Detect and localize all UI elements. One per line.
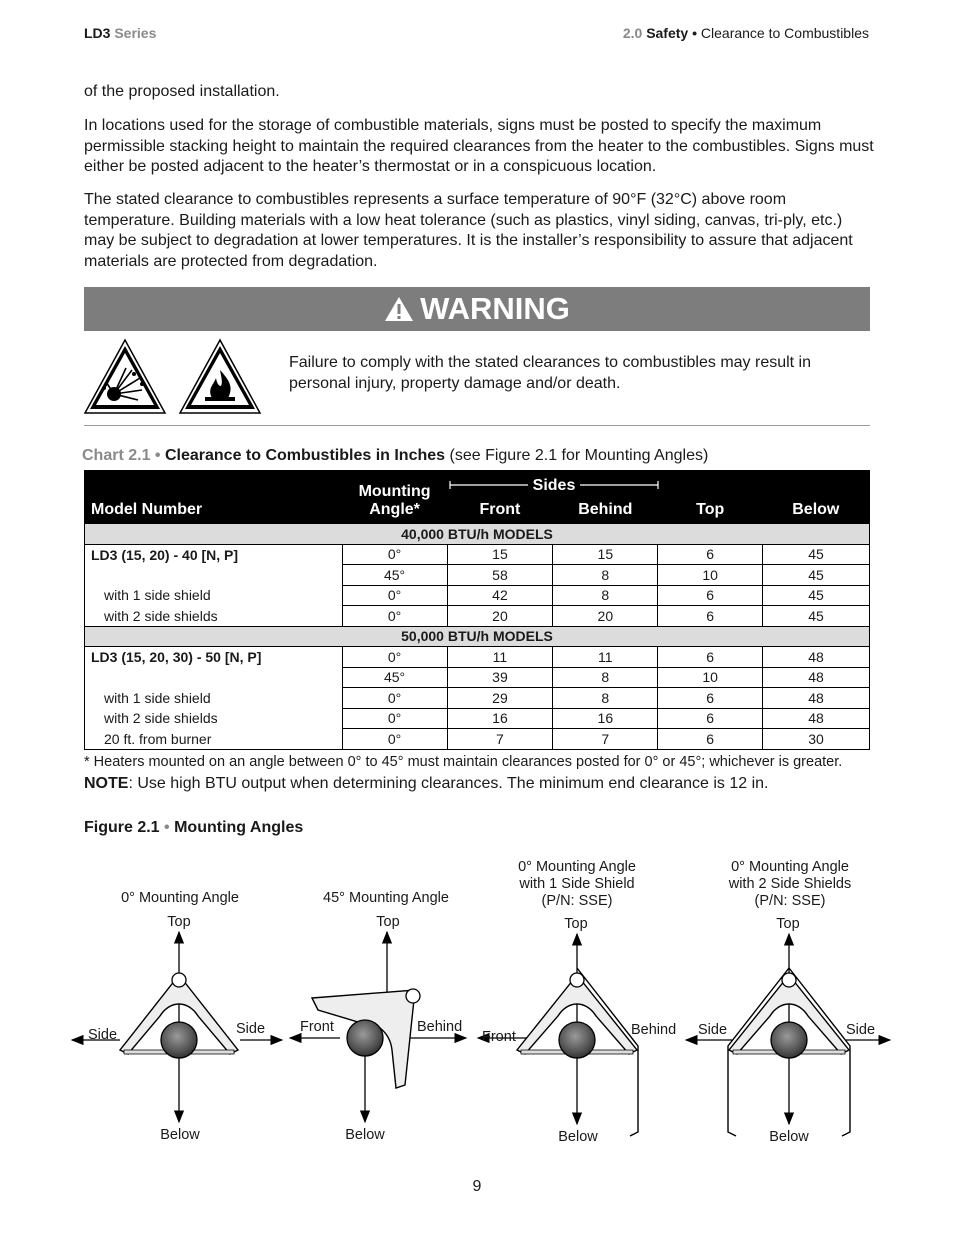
section-topic: Clearance to Combustibles [700, 25, 869, 41]
cell-behind: 8 [553, 565, 658, 586]
cell-top: 6 [658, 647, 763, 668]
cell-below: 45 [763, 606, 870, 627]
table-row [85, 647, 870, 668]
brand-name: LD3 [84, 25, 111, 41]
diagram-1-side-shield [478, 859, 676, 1145]
cell-top: 6 [658, 729, 763, 750]
cell-below: 48 [763, 688, 870, 709]
diagram4-right-label: Side [846, 1022, 876, 1038]
table-row [85, 544, 870, 565]
diagram3-right-label: Behind [631, 1022, 677, 1038]
cell-angle: 45° [342, 667, 447, 688]
cell-below: 45 [763, 544, 870, 565]
footnote-note-label: NOTE [84, 775, 129, 792]
diagram2-right-label: Behind [417, 1019, 463, 1035]
group-row-40k [85, 524, 870, 545]
flammable-hazard-icon [180, 340, 260, 413]
diagram4-title3: (P/N: SSE) [754, 893, 826, 909]
group-row-50k [85, 626, 870, 647]
chart-caption [82, 447, 708, 465]
clearance-table [84, 470, 870, 750]
header-model-number: Model Number [91, 501, 203, 518]
cell-behind: 8 [553, 667, 658, 688]
header-mounting-angle [342, 471, 447, 524]
cell-front: 58 [447, 565, 553, 586]
cell-below: 48 [763, 667, 870, 688]
header-bullet: • [692, 25, 698, 41]
hazard-icons [84, 338, 264, 416]
header-behind: Behind [578, 501, 633, 518]
cell-front: 7 [447, 729, 553, 750]
cell-below: 30 [763, 729, 870, 750]
cell-below: 48 [763, 647, 870, 668]
table-footnote [84, 751, 874, 794]
cell-front: 39 [447, 667, 553, 688]
diagram3-below-label: Below [558, 1129, 598, 1145]
header-below: Below [792, 501, 840, 518]
chart-caption-note: (see Figure 2.1 for Mounting Angles) [449, 447, 709, 464]
table-row [85, 565, 870, 586]
cell-model: with 2 side shields [85, 606, 343, 627]
paragraph-temperature: The stated clearance to combustibles represents a surface temperature of 90°F (32°C) above room temperature. Building materials with a low heat tolerance (such as plastics, vinyl siding, canvas, tri-ply, etc.) may be subject to degradation at lower temperatures. It is the installer’s responsibility to assure that adjacent materials are protected from degradation. [84, 191, 853, 270]
cell-below: 48 [763, 708, 870, 729]
diagram1-right-label: Side [236, 1021, 266, 1037]
diagram-0-degree [72, 890, 282, 1143]
warning-text: Failure to comply with the stated clearances to combustibles may result in personal injury, property damage and/or death. [289, 354, 812, 392]
cell-front: 29 [447, 688, 553, 709]
figure-caption-title: Mounting Angles [174, 819, 304, 836]
paragraph-continuation: of the proposed installation. [84, 83, 280, 100]
diagram-2-side-shields [686, 859, 890, 1145]
table-row [85, 667, 870, 688]
cell-front: 20 [447, 606, 553, 627]
diagram3-title2: with 1 Side Shield [519, 876, 635, 892]
warning-banner [84, 287, 870, 331]
diagram-45-degree [290, 890, 466, 1143]
diagram1-below-label: Below [160, 1127, 200, 1143]
table-row [85, 688, 870, 709]
diagram4-title2: with 2 Side Shields [728, 876, 852, 892]
cell-behind: 11 [553, 647, 658, 668]
page-number: 9 [472, 1178, 482, 1195]
diagram4-left-label: Side [698, 1022, 728, 1038]
cell-angle: 0° [342, 688, 447, 709]
cell-below: 45 [763, 585, 870, 606]
cell-model: with 2 side shields [85, 708, 343, 729]
table-row [85, 585, 870, 606]
figure-caption-label: Figure 2.1 [84, 819, 160, 836]
group-title: 50,000 BTU/h MODELS [85, 626, 870, 647]
group-title: 40,000 BTU/h MODELS [85, 524, 870, 545]
cell-top: 6 [658, 606, 763, 627]
cell-front: 42 [447, 585, 553, 606]
cell-angle: 0° [342, 708, 447, 729]
table-row [85, 729, 870, 750]
diagram2-title: 45° Mounting Angle [323, 890, 449, 906]
cell-top: 6 [658, 544, 763, 565]
table-row [85, 708, 870, 729]
cell-top: 10 [658, 667, 763, 688]
diagram2-below-label: Below [345, 1127, 385, 1143]
series-label: Series [114, 25, 157, 41]
header-top: Top [696, 501, 725, 518]
figure-caption-bullet: • [164, 819, 170, 836]
diagram3-left-label: Front [482, 1029, 516, 1045]
cell-top: 6 [658, 708, 763, 729]
diagram2-left-label: Front [300, 1019, 334, 1035]
diagram4-title1: 0° Mounting Angle [731, 859, 849, 875]
cell-angle: 0° [342, 606, 447, 627]
warning-divider [84, 425, 870, 426]
diagram3-top-label: Top [564, 916, 588, 932]
cell-top: 6 [658, 688, 763, 709]
footnote-note-text: : Use high BTU output when determining clearances. The minimum end clearance is 12 in. [128, 775, 769, 792]
section-name: Safety [646, 25, 689, 41]
header-brand [84, 25, 156, 41]
diagram1-title: 0° Mounting Angle [121, 890, 239, 906]
table-row [85, 606, 870, 627]
cell-angle: 0° [342, 729, 447, 750]
cell-front: 16 [447, 708, 553, 729]
cell-angle: 0° [342, 544, 447, 565]
warning-title: WARNING [420, 291, 570, 326]
cell-front: 15 [447, 544, 553, 565]
diagram3-title3: (P/N: SSE) [541, 893, 613, 909]
chart-caption-title: Clearance to Combustibles in Inches [164, 447, 446, 464]
header-front: Front [479, 501, 521, 518]
cell-top: 6 [658, 585, 763, 606]
cell-behind: 20 [553, 606, 658, 627]
cell-behind: 8 [553, 688, 658, 709]
cell-below: 45 [763, 565, 870, 586]
cell-angle: 0° [342, 585, 447, 606]
header-mounting-line1: Mounting [358, 483, 431, 500]
cell-model: with 1 side shield [85, 688, 343, 709]
header-sides: Sides [532, 477, 576, 494]
diagram4-below-label: Below [769, 1129, 809, 1145]
cell-behind: 16 [553, 708, 658, 729]
mounting-angles-figure [60, 850, 900, 1150]
header-mounting-line2: Angle* [369, 501, 420, 518]
diagram1-left-label: Side [88, 1027, 118, 1043]
diagram2-top-label: Top [376, 914, 400, 930]
cell-model [85, 667, 343, 688]
footnote-text: * Heaters mounted on an angle between 0° to 45° must maintain clearances posted for 0° or 45°; whichever is greater. [84, 754, 843, 770]
diagram1-top-label: Top [167, 914, 191, 930]
cell-front: 11 [447, 647, 553, 668]
header-section [623, 25, 869, 41]
diagram4-top-label: Top [776, 916, 800, 932]
cell-model: 20 ft. from burner [85, 729, 343, 750]
section-number: 2.0 [622, 25, 643, 41]
figure-caption [84, 819, 303, 837]
chart-caption-label: Chart 2.1 • [82, 447, 161, 464]
cell-top: 10 [658, 565, 763, 586]
explosive-hazard-icon [85, 340, 165, 413]
cell-behind: 8 [553, 585, 658, 606]
cell-behind: 15 [553, 544, 658, 565]
cell-model: with 1 side shield [85, 585, 343, 606]
cell-angle: 45° [342, 565, 447, 586]
paragraph-signage: In locations used for the storage of combustible materials, signs must be posted to specify the maximum permissible stacking height to maintain the required clearances from the heater to the combustibles. Signs must either be posted adjacent to the heater’s thermostat or in a conspicuous location. [84, 117, 874, 175]
cell-angle: 0° [342, 647, 447, 668]
cell-model: LD3 (15, 20, 30) - 50 [N, P] [85, 647, 343, 668]
cell-behind: 7 [553, 729, 658, 750]
warning-triangle-icon [384, 296, 414, 322]
cell-model: LD3 (15, 20) - 40 [N, P] [85, 544, 343, 565]
table-header-row [85, 471, 870, 524]
cell-model [85, 565, 343, 586]
diagram3-title1: 0° Mounting Angle [518, 859, 636, 875]
